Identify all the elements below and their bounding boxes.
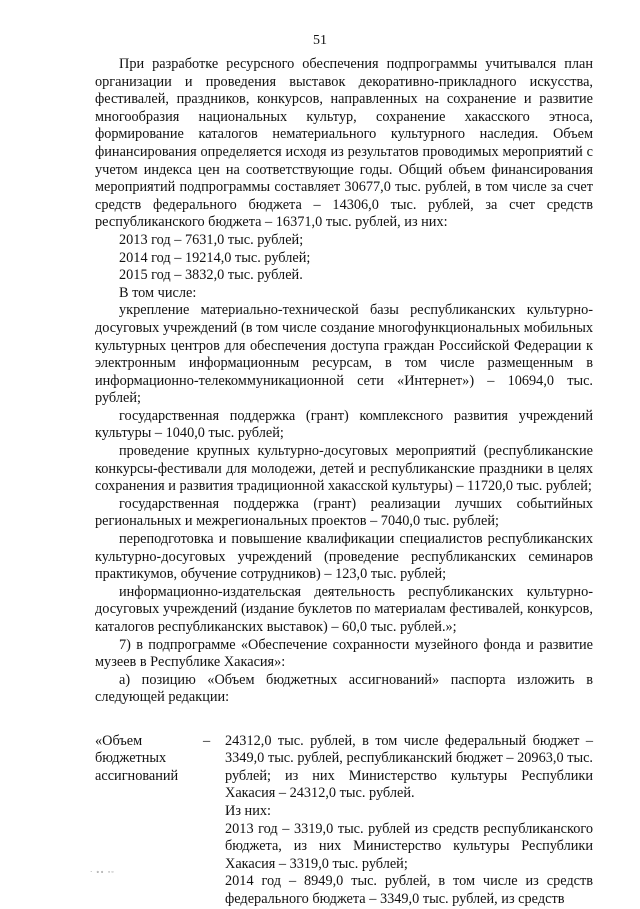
paragraph-year-2013: 2013 год – 7631,0 тыс. рублей; xyxy=(119,231,304,248)
budget-table-line: 2013 год – 3319,0 тыс. рублей из средств республиканского бюджета, из них Министерство культуры Республики Хакасия – 3319,0 тыс. рублей; xyxy=(225,820,593,872)
paragraph-including: В том числе: xyxy=(119,284,197,301)
paragraph-material-base: укрепление материально-технической базы республиканских культурно-досуговых учреждений (в том числе создание многофункциональных мобильных культурных центров для обеспечения доступа граждан Российской Федерации к электронным информационным ресурсам, в том числе размещенным в информационно-телекоммуникационной сети «Интернет») – 10694,0 тыс. рублей; xyxy=(95,302,593,407)
paragraph-grant-complex: государственная поддержка (грант) комплексного развития учреждений культуры – 1040,0 тыс. рублей; xyxy=(95,407,593,442)
paragraph-retraining: переподготовка и повышение квалификации специалистов республиканских культурно-досуговых учреждений (проведение республиканских семинаров практикумов, обучение сотрудников) – 123,0 тыс. рублей; xyxy=(95,531,593,583)
paragraph-item-a: а) позицию «Объем бюджетных ассигнований» паспорта изложить в следующей редакции: xyxy=(95,671,593,706)
paragraph-major-events: проведение крупных культурно-досуговых мероприятий (республиканские конкурсы-фестивали для молодежи, детей и республиканские праздники в целях сохранения и развития традиционной хакасской культуры) – 11720,0 тыс. рублей; xyxy=(95,443,593,495)
budget-table-label: «Объем бюджетных ассигнований xyxy=(95,732,179,784)
budget-table-value xyxy=(225,733,593,909)
budget-table xyxy=(95,733,593,909)
budget-table-dash: – xyxy=(203,732,211,749)
paragraph-year-2014: 2014 год – 19214,0 тыс. рублей; xyxy=(119,249,311,266)
paragraph-grant-projects: государственная поддержка (грант) реализации лучших событийных региональных и межрегиональных проектов – 7040,0 тыс. рублей; xyxy=(95,495,593,530)
footer-mark: · ∘∘ ◦◦ xyxy=(90,868,115,876)
document-body xyxy=(95,56,593,909)
spacer xyxy=(95,707,593,725)
page-number: 51 xyxy=(313,33,327,48)
paragraph-publishing: информационно-издательская деятельность республиканских культурно-досуговых учреждений (издание буклетов по материалам фестивалей, конкурсов, каталогов республиканских выставок) – 60,0 тыс. рублей.»; xyxy=(95,583,593,635)
paragraph-year-2015: 2015 год – 3832,0 тыс. рублей. xyxy=(119,267,303,284)
budget-table-line: Из них: xyxy=(225,802,271,819)
budget-table-line: 24312,0 тыс. рублей, в том числе федеральный бюджет – 3349,0 тыс. рублей, республиканский бюджет – 20963,0 тыс. рублей; из них Министерство культуры Республики Хакасия – 24312,0 тыс. рублей. xyxy=(225,732,593,802)
paragraph-intro: При разработке ресурсного обеспечения подпрограммы учитывался план организации и проведения выставок декоративно-прикладного искусства, фестивалей, праздников, конкурсов, направленных на сохранение и развитие многообразия национальных культур, сохранение хакасского этноса, формирование каталогов нематериального культурного наследия. Объем финансирования определяется исходя из результатов проводимых мероприятий с учетом индекса цен на соответствующие годы. Общий объем финансирования мероприятий подпрограммы составляет 30677,0 тыс. рублей, в том числе за счет средств федерального бюджета – 14306,0 тыс. рублей, за счет средств республиканского бюджета – 16371,0 тыс. рублей, из них: xyxy=(95,56,593,231)
budget-table-line: 2014 год – 8949,0 тыс. рублей, в том числе из средств федерального бюджета – 3349,0 тыс. рублей, из средств xyxy=(225,873,593,907)
paragraph-item-7: 7) в подпрограмме «Обеспечение сохранности музейного фонда и развитие музеев в Республике Хакасия»: xyxy=(95,636,593,671)
